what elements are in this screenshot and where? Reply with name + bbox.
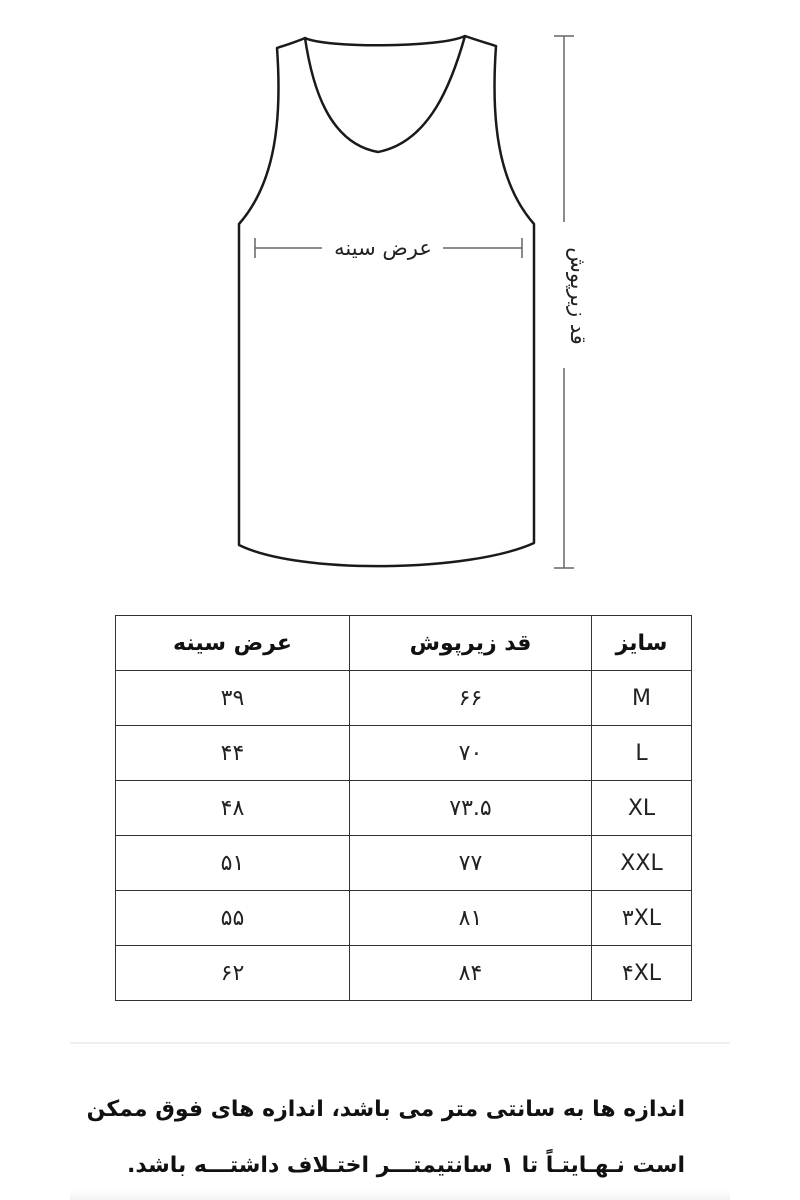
cell-size: ۴XL — [592, 946, 692, 1001]
section-divider — [70, 1042, 730, 1044]
table-row — [116, 946, 692, 1001]
cell-height: ۸۴ — [350, 946, 592, 1001]
cell-height: ۸۱ — [350, 891, 592, 946]
size-note — [86, 1082, 685, 1194]
garment-height-label: قد زیرپوش — [566, 247, 590, 345]
tank-top-back-neckline — [305, 36, 465, 45]
size-table — [115, 615, 692, 1001]
cell-height: ۶۶ — [350, 671, 592, 726]
cell-chest: ۴۴ — [116, 726, 350, 781]
cell-height: ۷۳.۵ — [350, 781, 592, 836]
cell-size: ۳XL — [592, 891, 692, 946]
cell-size: XL — [592, 781, 692, 836]
cell-chest: ۶۲ — [116, 946, 350, 1001]
cell-height: ۷۷ — [350, 836, 592, 891]
tank-top-outline — [239, 36, 534, 566]
cell-chest: ۵۵ — [116, 891, 350, 946]
table-row — [116, 836, 692, 891]
header-height: قد زیرپوش — [350, 616, 592, 671]
table-row — [116, 671, 692, 726]
cell-size: L — [592, 726, 692, 781]
cell-size: XXL — [592, 836, 692, 891]
header-size: سایز — [592, 616, 692, 671]
cell-height: ۷۰ — [350, 726, 592, 781]
table-header-row — [116, 616, 692, 671]
cell-chest: ۵۱ — [116, 836, 350, 891]
cell-chest: ۴۸ — [116, 781, 350, 836]
header-chest: عرض سینه — [116, 616, 350, 671]
cell-size: M — [592, 671, 692, 726]
table-row — [116, 726, 692, 781]
cell-chest: ۳۹ — [116, 671, 350, 726]
table-row — [116, 781, 692, 836]
chest-width-label: عرض سینه — [334, 236, 432, 260]
table-row — [116, 891, 692, 946]
size-note-line-2: است نـهـایتـاً تا ۱ سانتیمتـــر اختـلاف داشتـــه باشد. — [127, 1153, 685, 1178]
bottom-fade — [70, 1190, 730, 1200]
size-note-line-1: اندازه ها به سانتی متر می باشد، اندازه های فوق ممکن — [86, 1097, 685, 1122]
